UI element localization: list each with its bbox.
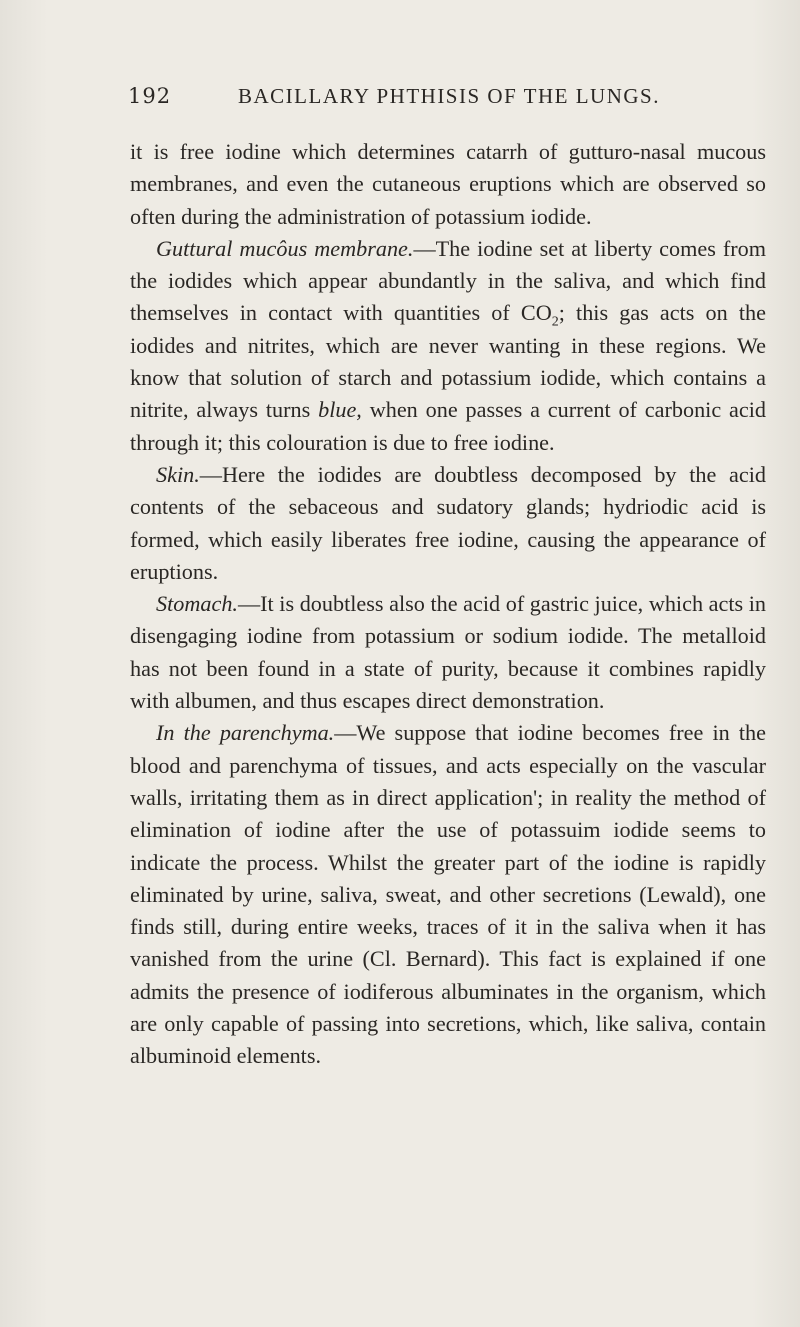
body-text — [130, 136, 766, 1073]
page-header — [128, 84, 768, 114]
paragraph-continuation — [130, 136, 766, 233]
emphasis: blue, — [318, 397, 362, 423]
section-heading: Skin. — [156, 461, 200, 487]
page-number: 192 — [128, 84, 172, 108]
paragraph-text: it is free iodine which determines catarrh of gutturo-nasal mucous membranes, and even the cutaneous eruptions which are observed so often during the administration of potassium iodide. — [130, 139, 766, 229]
paragraph-text: —Here the iodides are doubtless decomposed by the acid contents of the sebaceous and sudatory glands; hydriodic acid is formed, which easily liberates free iodine, causing the appearance of eruptions. — [130, 461, 766, 584]
paragraph-text: ; this gas acts on the iodides and nitrites, which are never wanting in these regions. We know that solution of starch and potassium iodide, which contains a nitrite, always turns — [130, 300, 766, 423]
running-title: BACILLARY PHTHISIS OF THE LUNGS. — [238, 84, 660, 108]
paragraph-skin — [130, 459, 766, 588]
paragraph-text: —It is doubtless also the acid of gastric juice, which acts in disengaging iodine from potassium or sodium iodide. The metalloid has not been found in a state of purity, because it combines rapidly with albumen, and thus escapes direct demonstration. — [130, 591, 766, 714]
paragraph-guttural — [130, 233, 766, 459]
paragraph-parenchyma — [130, 717, 766, 1072]
paragraph-text: —We suppose that iodine becomes free in the blood and parenchyma of tissues, and acts especially on the vascular walls, irritating them as in direct application'; in reality the method of elimination of iodine after the use of potassuim iodide seems to indicate the process. Whilst the greater part of the iodine is rapidly eliminated by urine, saliva, sweat, and other secretions (Lewald), one finds still, during entire weeks, traces of it in the saliva when it has vanished from the urine (Cl. Bernard). This fact is explained if one admits the presence of iodiferous albuminates in the organism, which are only capable of passing into secretions, which, like saliva, contain albuminoid elements. — [130, 720, 766, 1069]
section-heading: In the parenchyma. — [156, 720, 335, 746]
paragraph-text: —The iodine set at liberty comes from the iodides which appear abundantly in the saliva, and which find themselves in contact with quantities of CO — [130, 235, 766, 326]
section-heading: Guttural mucôus membrane. — [156, 235, 414, 261]
paragraph-stomach — [130, 588, 766, 717]
paragraph-text: when one passes a current of carbonic acid through it; this colouration is due to free iodine. — [130, 397, 766, 455]
subscript: 2 — [551, 314, 559, 330]
section-heading: Stomach. — [156, 591, 238, 617]
